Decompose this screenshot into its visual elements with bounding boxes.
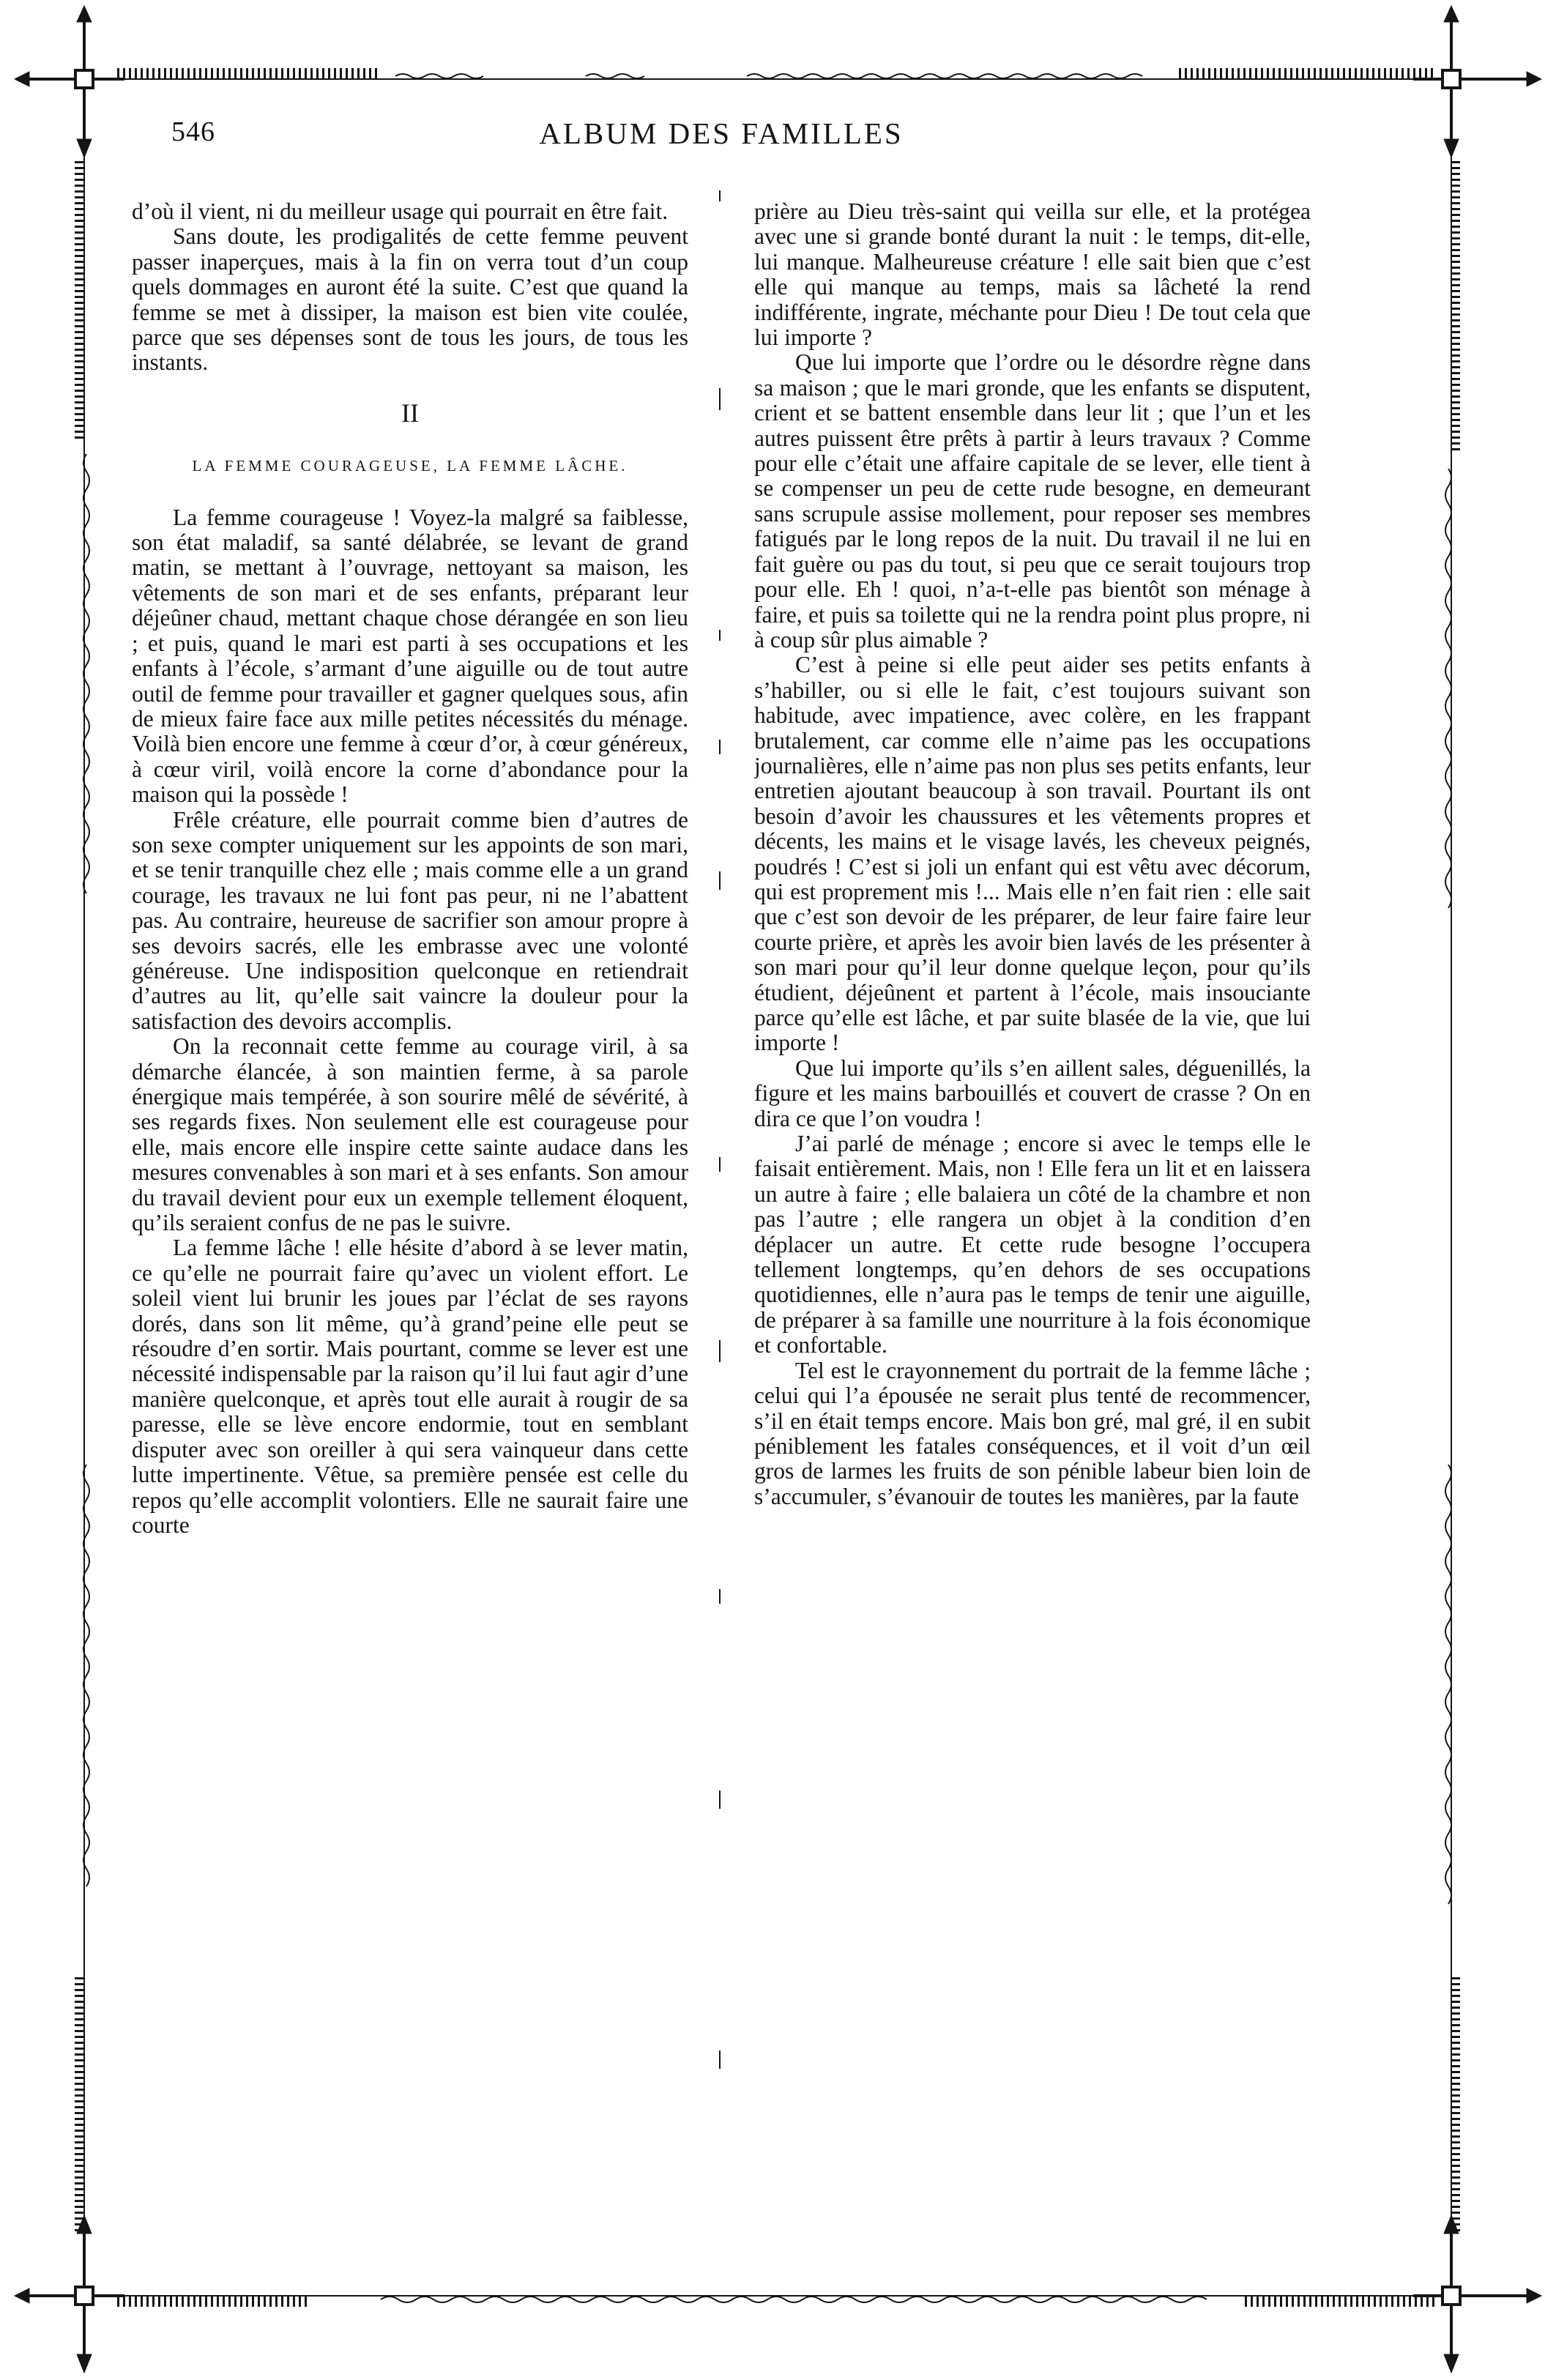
fleuron-cross-icon <box>15 6 124 157</box>
paragraph: Sans doute, les prodigalités de cette femme peuvent passer inaperçues, mais à la fin on verra tout d’un coup quels dommages en auront été la suite. C’est que quand la femme se met à dissiper, la maison est bien vite coulée, parce que ses dépenses sont de tous les jours, de tous les instants. <box>132 223 688 376</box>
page-number: 546 <box>171 116 215 147</box>
paragraph: prière au Dieu très-saint qui veilla sur elle, et la protégea avec une si grande bonté durant la nuit : le temps, dit-elle, lui manque. Malheureuse créature ! elle sait bien que c’est elle qui manque au temps, mais sa lâcheté la rend indifférente, ingrate, méchante pour Dieu ! De tout cela que lui importe ? <box>754 199 1311 351</box>
journal-title: ALBUM DES FAMILLES <box>539 116 904 150</box>
paragraph: Frêle créature, elle pourrait comme bien d’autres de son sexe compter uniquement sur les appoints de son mari, et se tenir tranquille chez elle ; mais comme elle a un grand courage, les travaux ne lui font pas peur, ni ne l’abattent pas. Au contraire, heureuse de sacrifier son amour propre à ses devoirs sacrés, elle les embrasse avec une volonté généreuse. Une indisposition quelconque en retiendrait d’autres au lit, qu’elle sait vaincre la douleur pour la satisfaction des devoirs accomplis. <box>132 806 688 1034</box>
paragraph: Que lui importe qu’ils s’en aillent sales, déguenillés, la figure et les mains barbouillés et couvert de crasse ? On en dira ce que l’on voudra ! <box>754 1055 1311 1131</box>
running-head <box>139 116 1303 160</box>
paragraph: J’ai parlé de ménage ; encore si avec le temps elle le faisait entièrement. Mais, non ! Elle fera un lit et en laissera un autre à faire ; elle balaiera un côté de la chambre et non pas l’autre ; elle rangera un objet à la condition d’en déplacer un autre. Et cette rude besogne l’occupera tellement longtemps, qu’en dehors de ses occupations quotidiennes, elle n’aura pas le temps de tenir une aiguille, de préparer à sa famille une nourriture à la fois économique et confortable. <box>754 1131 1311 1358</box>
paragraph: C’est à peine si elle peut aider ses petits enfants à s’habiller, ou si elle le fait, c’est toujours suivant son habitude, avec impatience, avec colère, en les frappant brutalement, car comme elle n’aime pas les occupations journalières, elle n’aime pas non plus ses petits enfants, leur entretien ajoutant beaucoup à son travail. Pourtant ils ont besoin d’avoir les chaussures et les vêtements propres et décents, les mains et le visage lavés, les cheveux peignés, poudrés ! C’est si joli un enfant qui est vêtu avec décorum, qui est proprement mis !... Mais elle n’en fait rien : elle sait que c’est son devoir de les préparer, de leur faire faire leur courte prière, et après les avoir bien lavés de les présenter à son mari pour qu’il leur donne quelque leçon, pour qu’ils étudient, déjeûnent et partent à l’école, mais insouciante parce qu’elle est lâche, et par suite blasée de la vie, que lui importe ! <box>754 652 1311 1056</box>
paragraph: Que lui importe que l’ordre ou le désordre règne dans sa maison ; que le mari gronde, que les enfants se disputent, crient et se battent ensemble dans leur lit ; que l’un et les autres puissent être prêts à partir à leurs travaux ? Comme pour elle c’était une affaire capitale de se lever, elle tient à se compenser un peu de cette rude besogne, en demeurant sans scrupule assise mollement, pour reposer ses membres fatigués par le long repos de la nuit. Du travail il ne lui en fait guère ou pas du tout, si peu que ce serait toujours trop pour elle. Eh ! quoi, n’a-t-elle pas bientôt son ménage à faire, et puis sa toilette qui ne la rendra point plus propre, ni à coup sûr plus aimable ? <box>754 349 1311 652</box>
fleuron-cross-icon <box>15 2215 124 2373</box>
top-border-rule <box>73 73 1486 79</box>
fleuron-cross-icon <box>1413 2215 1541 2373</box>
fleuron-cross-icon <box>1413 6 1541 157</box>
paragraph: d’où il vient, ni du meilleur usage qui pourrait en être fait. <box>132 199 669 224</box>
right-column <box>754 199 1311 2294</box>
section-number: II <box>401 398 419 428</box>
paragraph: La femme courageuse ! Voyez-la malgré sa faiblesse, son état maladif, sa santé délabrée, se levant de grand matin, se mettant à l’ouvrage, nettoyant sa maison, les vêtements de son mari et de ses enfants, préparant leur déjeûner chaud, mettant chaque chose dérangée en son lieu ; et puis, quand le mari est parti à ses occupations et les enfants à l’école, s’armant d’une aiguille ou de tout autre outil de femme pour travailler et gagner quelques sous, afin de mieux faire face aux mille petites nécessités du ménage. Voilà bien encore une femme à cœur d’or, à cœur généreux, à cœur viril, voilà encore la corne d’abondance pour la maison qui la possède ! <box>132 504 688 808</box>
left-border-rule <box>79 117 89 2256</box>
left-column <box>132 199 688 2294</box>
paragraph: La femme lâche ! elle hésite d’abord à se lever matin, ce qu’elle ne pourrait faire qu’avec un violent effort. Le soleil vient lui brunir les joues par l’éclat de ses rayons dorés, dans son lit même, qu’à grand’peine elle peut se résoudre d’en sortir. Mais pourtant, comme se lever est une nécessité indispensable par la raison qu’il lui faut agir d’une manière quelconque, et après tout elle aurait à rougir de sa paresse, elle se lève encore endormie, tout en semblant disputer avec son oreiller à qui sera vainqueur dans cette lutte impertinente. Vêtue, sa première pensée est celle du repos qu’elle accomplit volontiers. Elle ne saurait faire une courte <box>132 1235 688 1538</box>
paragraph: On la reconnait cette femme au courage viril, à sa démarche élancée, à son maintien ferme, à sa parole énergique mais tempérée, à son sourire mêlé de sévérité, à ses regards fixes. Non seulement elle est courageuse pour elle, mais encore elle inspire cette sainte audace dans les mesures convenables à son mari et à ses enfants. Son amour du travail devient pour eux un exemple tellement éloquent, qu’ils seraient confus de ne pas le suivre. <box>132 1033 688 1236</box>
section-title: LA FEMME COURAGEUSE, LA FEMME LÂCHE. <box>192 457 628 475</box>
bottom-border-rule <box>73 2296 1486 2302</box>
paragraph: Tel est le crayonnement du portrait de la femme lâche ; celui qui l’a épousée ne serait plus tenté de recommencer, s’il en était temps encore. Mais bon gré, mal gré, il en subit péniblement les fatales conséquences, et il voit d’un œil gros de larmes les fruits de son pénible labeur bien loin de s’accumuler, s’évanouir de toutes les manières, par la faute <box>754 1357 1311 1509</box>
right-border-rule <box>1445 117 1456 2256</box>
